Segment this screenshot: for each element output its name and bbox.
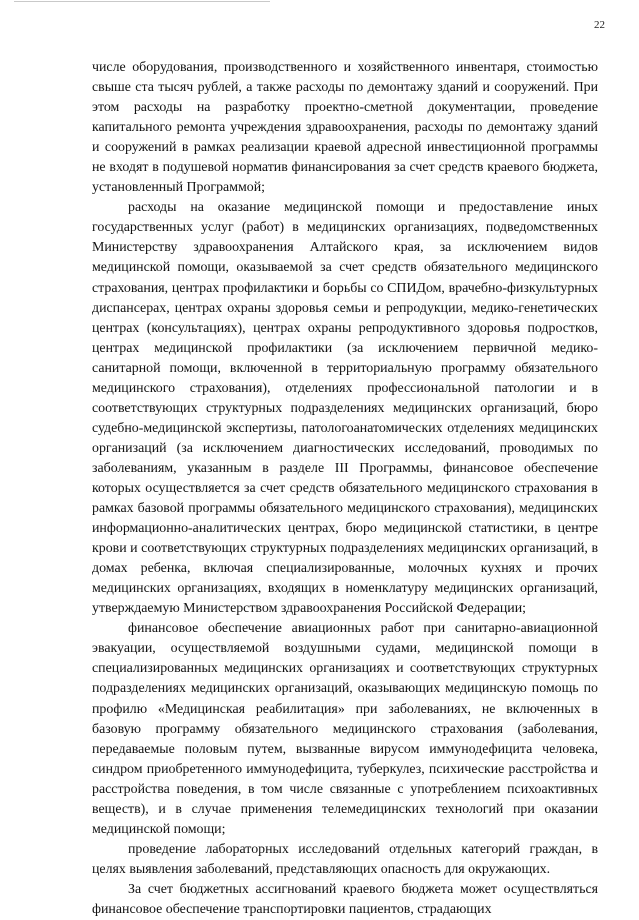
paragraph-2: расходы на оказание медицинской помощи и предоставление иных государственных услуг (работ) в медицинских организациях, подведомственных Министерству здравоохранения Алтайского края, за исключением видов медицинской помощи, оказываемой за счет средств обязательного медицинского страхования, центрах профилактики и борьбы со СПИДом, врачебно-физкультурных диспансерах, центрах охраны здоровья семьи и репродукции, медико-генетических центрах (консультациях), центрах охраны репродуктивного здоровья подростков, центрах медицинской профилактики (за исключением первичной медико-санитарной помощи, включенной в территориальную программу обязательного медицинского страхования), отделениях профессиональной патологии и в соответствующих структурных подразделениях медицинских организаций, бюро судебно-медицинской экспертизы, патологоанатомических отделениях медицинских организаций (за исключением диагностических исследований, проводимых по заболеваниям, указанным в разделе III Программы, финансовое обеспечение которых осуществляется за счет средств обязательного медицинского страхования в рамках базовой программы обязательного медицинского страхования), медицинских информационно-аналитических центрах, бюро медицинской статистики, в центре крови и соответствующих структурных подразделениях медицинских организаций, в домах ребенка, включая специализированные, молочных кухнях и прочих медицинских организациях, входящих в номенклатуру медицинских организаций, утверждаемую Министерством здравоохранения Российской Федерации; bbox=[92, 200, 598, 617]
paragraph-1: числе оборудования, производственного и хозяйственного инвентаря, стоимостью свыше ста тысяч рублей, а также расходы по демонтажу зданий и сооружений. При этом расходы на разработку проектно-сметной документации, проведение капитального ремонта учреждения здравоохранения, расходы по демонтажу зданий и сооружений в рамках реализации краевой адресной инвестиционной программы не входят в подушевой норматив финансирования за счет средств краевого бюджета, установленный Программой; bbox=[92, 60, 598, 196]
paragraph-3: финансовое обеспечение авиационных работ при санитарно-авиационной эвакуации, осуществляемой воздушными судами, медицинской помощи в специализированных медицинских организациях и соответствующих структурных подразделениях медицинских организаций, оказывающих медицинскую помощь по профилю «Медицинская реабилитация» при заболеваниях, не включенных в базовую программу обязательного медицинского страхования (заболевания, передаваемые половым путем, вызванные вирусом иммунодефицита человека, синдром приобретенного иммунодефицита, туберкулез, психические расстройства и расстройства поведения, в том числе связанные с употреблением психоактивных веществ), и в случае применения телемедицинских технологий при оказании медицинской помощи; bbox=[92, 621, 598, 837]
page-number: 22 bbox=[594, 19, 605, 31]
top-edge-line bbox=[14, 1, 270, 2]
paragraph-5: За счет бюджетных ассигнований краевого бюджета может осуществляться финансовое обеспечение транспортировки пациентов, страдающих bbox=[92, 881, 598, 917]
paragraph-4: проведение лабораторных исследований отдельных категорий граждан, в целях выявления заболеваний, представляющих опасность для окружающих. bbox=[92, 841, 598, 877]
body-text bbox=[92, 58, 598, 920]
